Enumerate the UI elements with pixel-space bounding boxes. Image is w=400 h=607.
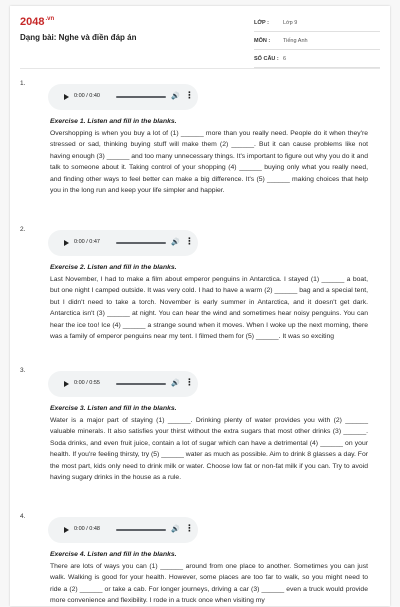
exercise-type-title: Dạng bài: Nghe và điền đáp án <box>20 33 137 42</box>
audio-player[interactable] <box>48 230 198 256</box>
volume-icon[interactable]: 🔊 <box>171 380 180 387</box>
worksheet-page <box>10 6 390 606</box>
more-options-icon[interactable]: ⋮ <box>185 236 194 246</box>
meta-row-subject: MÔN : Tiếng Anh <box>254 34 380 50</box>
exercise-title: Exercise 3. Listen and fill in the blanks. <box>50 405 177 412</box>
audio-player[interactable] <box>48 517 198 543</box>
audio-progress-track[interactable] <box>116 96 166 98</box>
header-divider <box>20 68 380 69</box>
exercise-title: Exercise 2. Listen and fill in the blanks. <box>50 264 177 271</box>
audio-progress-track[interactable] <box>116 242 166 244</box>
play-icon[interactable] <box>64 527 69 533</box>
audio-player[interactable] <box>48 84 198 110</box>
exercise-text: Overshopping is when you buy a lot of (1) ______ more than you really need. People do it when they're stressed or sad, thinking buying stuff will make them (2) ______. But it can cause problems like not having enough (3) ______ and too many unnecessary things. It's important to figure out why you do it and talk to someone about it. Taking control of your shopping (4) ______ buying only what you really need, and finding other ways to feel better can make a big difference. It's (5) ______ making choices that help you in the long run and keep your life simpler and happier. <box>50 130 368 195</box>
audio-progress-track[interactable] <box>116 529 166 531</box>
site-logo[interactable]: $2048^{.vn}$ <box>20 16 55 28</box>
more-options-icon[interactable]: ⋮ <box>185 377 194 387</box>
audio-time: 0:00 / 0:40 <box>74 93 100 99</box>
volume-icon[interactable]: 🔊 <box>171 526 180 533</box>
play-icon[interactable] <box>64 240 69 246</box>
play-icon[interactable] <box>64 94 69 100</box>
audio-time: 0:00 / 0:48 <box>74 526 100 532</box>
volume-icon[interactable]: 🔊 <box>171 239 180 246</box>
audio-progress-track[interactable] <box>116 383 166 385</box>
audio-player[interactable] <box>48 371 198 397</box>
question-number: 1. <box>20 80 26 87</box>
exercise-title: Exercise 1. Listen and fill in the blanks. <box>50 118 177 125</box>
audio-time: 0:00 / 0:55 <box>74 380 100 386</box>
audio-time: 0:00 / 0:47 <box>74 239 100 245</box>
worksheet-header <box>10 6 390 68</box>
question-number: 2. <box>20 226 26 233</box>
exercise-text: There are lots of ways you can (1) ______ around from one place to another. Sometimes you can just walk. Walking is good for your health. However, some places are too far to walk, so you might need to ride a (2) ______ or take a cab. For longer journeys, driving a car (3) ______ even a truck would provide more convenience and flexibility. I rode in a truck once when visiting my <box>50 563 368 605</box>
exercise-text: Water is a major part of staying (1) ______. Drinking plenty of water provides you with (2) ______ valuable minerals. It also satisfies your thirst without the extra sugars that most other drinks (3) ______. Soda drinks, and even fruit juice, contain a lot of sugar which can have a detrimental (4) ______ on your health. If you're feeling thirsty, try (5) ______ water as much as possible. Aim to drink 8 glasses a day. For the most part, kids only need to drink milk or water. Choose low fat or non-fat milk if you can. Try to avoid having sugary drinks in the house as a rule. <box>50 417 368 482</box>
meta-row-question-count: SỐ CÂU : 6 <box>254 52 380 68</box>
question-number: 4. <box>20 513 26 520</box>
question-number: 3. <box>20 367 26 374</box>
volume-icon[interactable]: 🔊 <box>171 93 180 100</box>
exercise-title: Exercise 4. Listen and fill in the blanks. <box>50 551 177 558</box>
more-options-icon[interactable]: ⋮ <box>185 90 194 100</box>
meta-row-class: LỚP : Lớp 9 <box>254 16 380 32</box>
exercise-text: Last November, I had to make a film about emperor penguins in Antarctica. I stayed (1) ______ a boat, but one night I camped outside. It was very cold. I had to have a warm (2) ______ bag and a special tent, but I didn't need to take a torch. November is early summer in Antarctica, and it doesn't get dark. Antarctica isn't (3) ______ at night. You can hear the wind and sometimes hear noisy penguins. You can hear the ice too! Ice (4) ______ a strange sound when it moves. When I woke up the next morning, there was a family of emperor penguins near my tent. I filmed them for (5) ______. It was so exciting <box>50 276 368 341</box>
play-icon[interactable] <box>64 381 69 387</box>
worksheet-meta <box>254 16 380 70</box>
more-options-icon[interactable]: ⋮ <box>185 523 194 533</box>
